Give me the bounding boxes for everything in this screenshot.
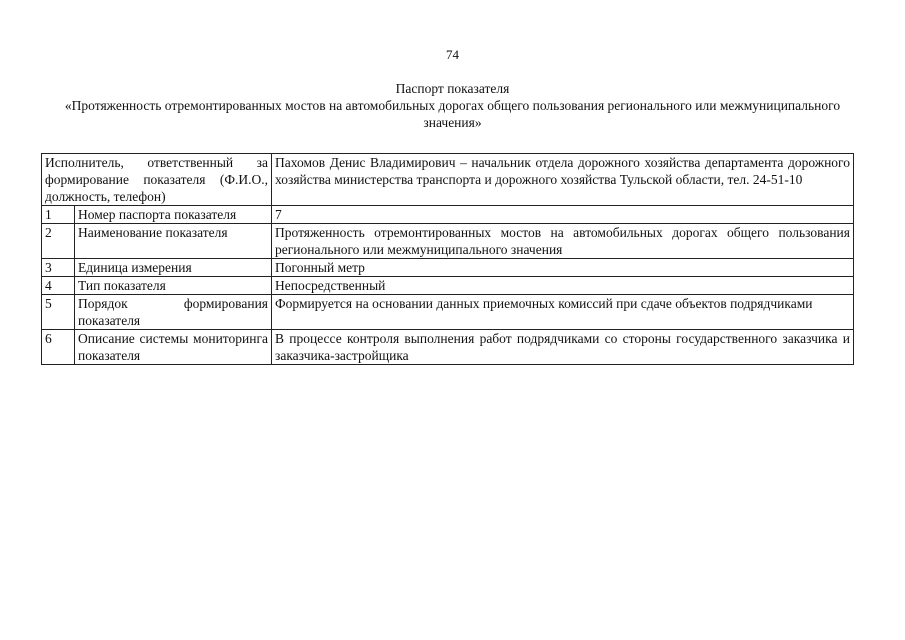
row-value: 7 — [272, 206, 854, 224]
row-value: В процессе контроля выполнения работ подрядчиками со стороны государственного заказчика и заказчика-застройщика — [272, 330, 854, 365]
row-number: 3 — [42, 259, 75, 277]
executor-label: Исполнитель, ответственный за формирование показателя (Ф.И.О., должность, телефон) — [42, 154, 272, 206]
table-row — [42, 206, 854, 224]
table-row-executor — [42, 154, 854, 206]
table-row — [42, 277, 854, 295]
executor-value: Пахомов Денис Владимирович – начальник отдела дорожного хозяйства департамента дорожного хозяйства министерства транспорта и дорожного хозяйства Тульской области, тел. 24-51-10 — [272, 154, 854, 206]
page-number: 74 — [446, 47, 459, 62]
row-label: Описание системы мониторинга показателя — [75, 330, 272, 365]
row-label: Номер паспорта показателя — [75, 206, 272, 224]
row-number: 4 — [42, 277, 75, 295]
row-value: Формируется на основании данных приемочных комиссий при сдаче объектов подрядчиками — [272, 295, 854, 330]
row-number: 6 — [42, 330, 75, 365]
title-line-2: «Протяженность отремонтированных мостов на автомобильных дорогах общего пользования регионального или межмуниципального значения» — [64, 98, 841, 130]
indicator-passport-table — [41, 153, 854, 365]
row-label: Тип показателя — [75, 277, 272, 295]
row-value: Погонный метр — [272, 259, 854, 277]
table-row — [42, 330, 854, 365]
row-number: 1 — [42, 206, 75, 224]
row-number: 2 — [42, 224, 75, 259]
title-line-1: Паспорт показателя — [395, 81, 510, 96]
row-label: Порядок формирования показателя — [75, 295, 272, 330]
table-row — [42, 295, 854, 330]
row-label: Единица измерения — [75, 259, 272, 277]
row-value: Непосредственный — [272, 277, 854, 295]
row-label: Наименование показателя — [75, 224, 272, 259]
row-value: Протяженность отремонтированных мостов на автомобильных дорогах общего пользования регионального или межмуниципального значения — [272, 224, 854, 259]
document-title — [60, 80, 845, 131]
table-row — [42, 259, 854, 277]
table-row — [42, 224, 854, 259]
row-number: 5 — [42, 295, 75, 330]
